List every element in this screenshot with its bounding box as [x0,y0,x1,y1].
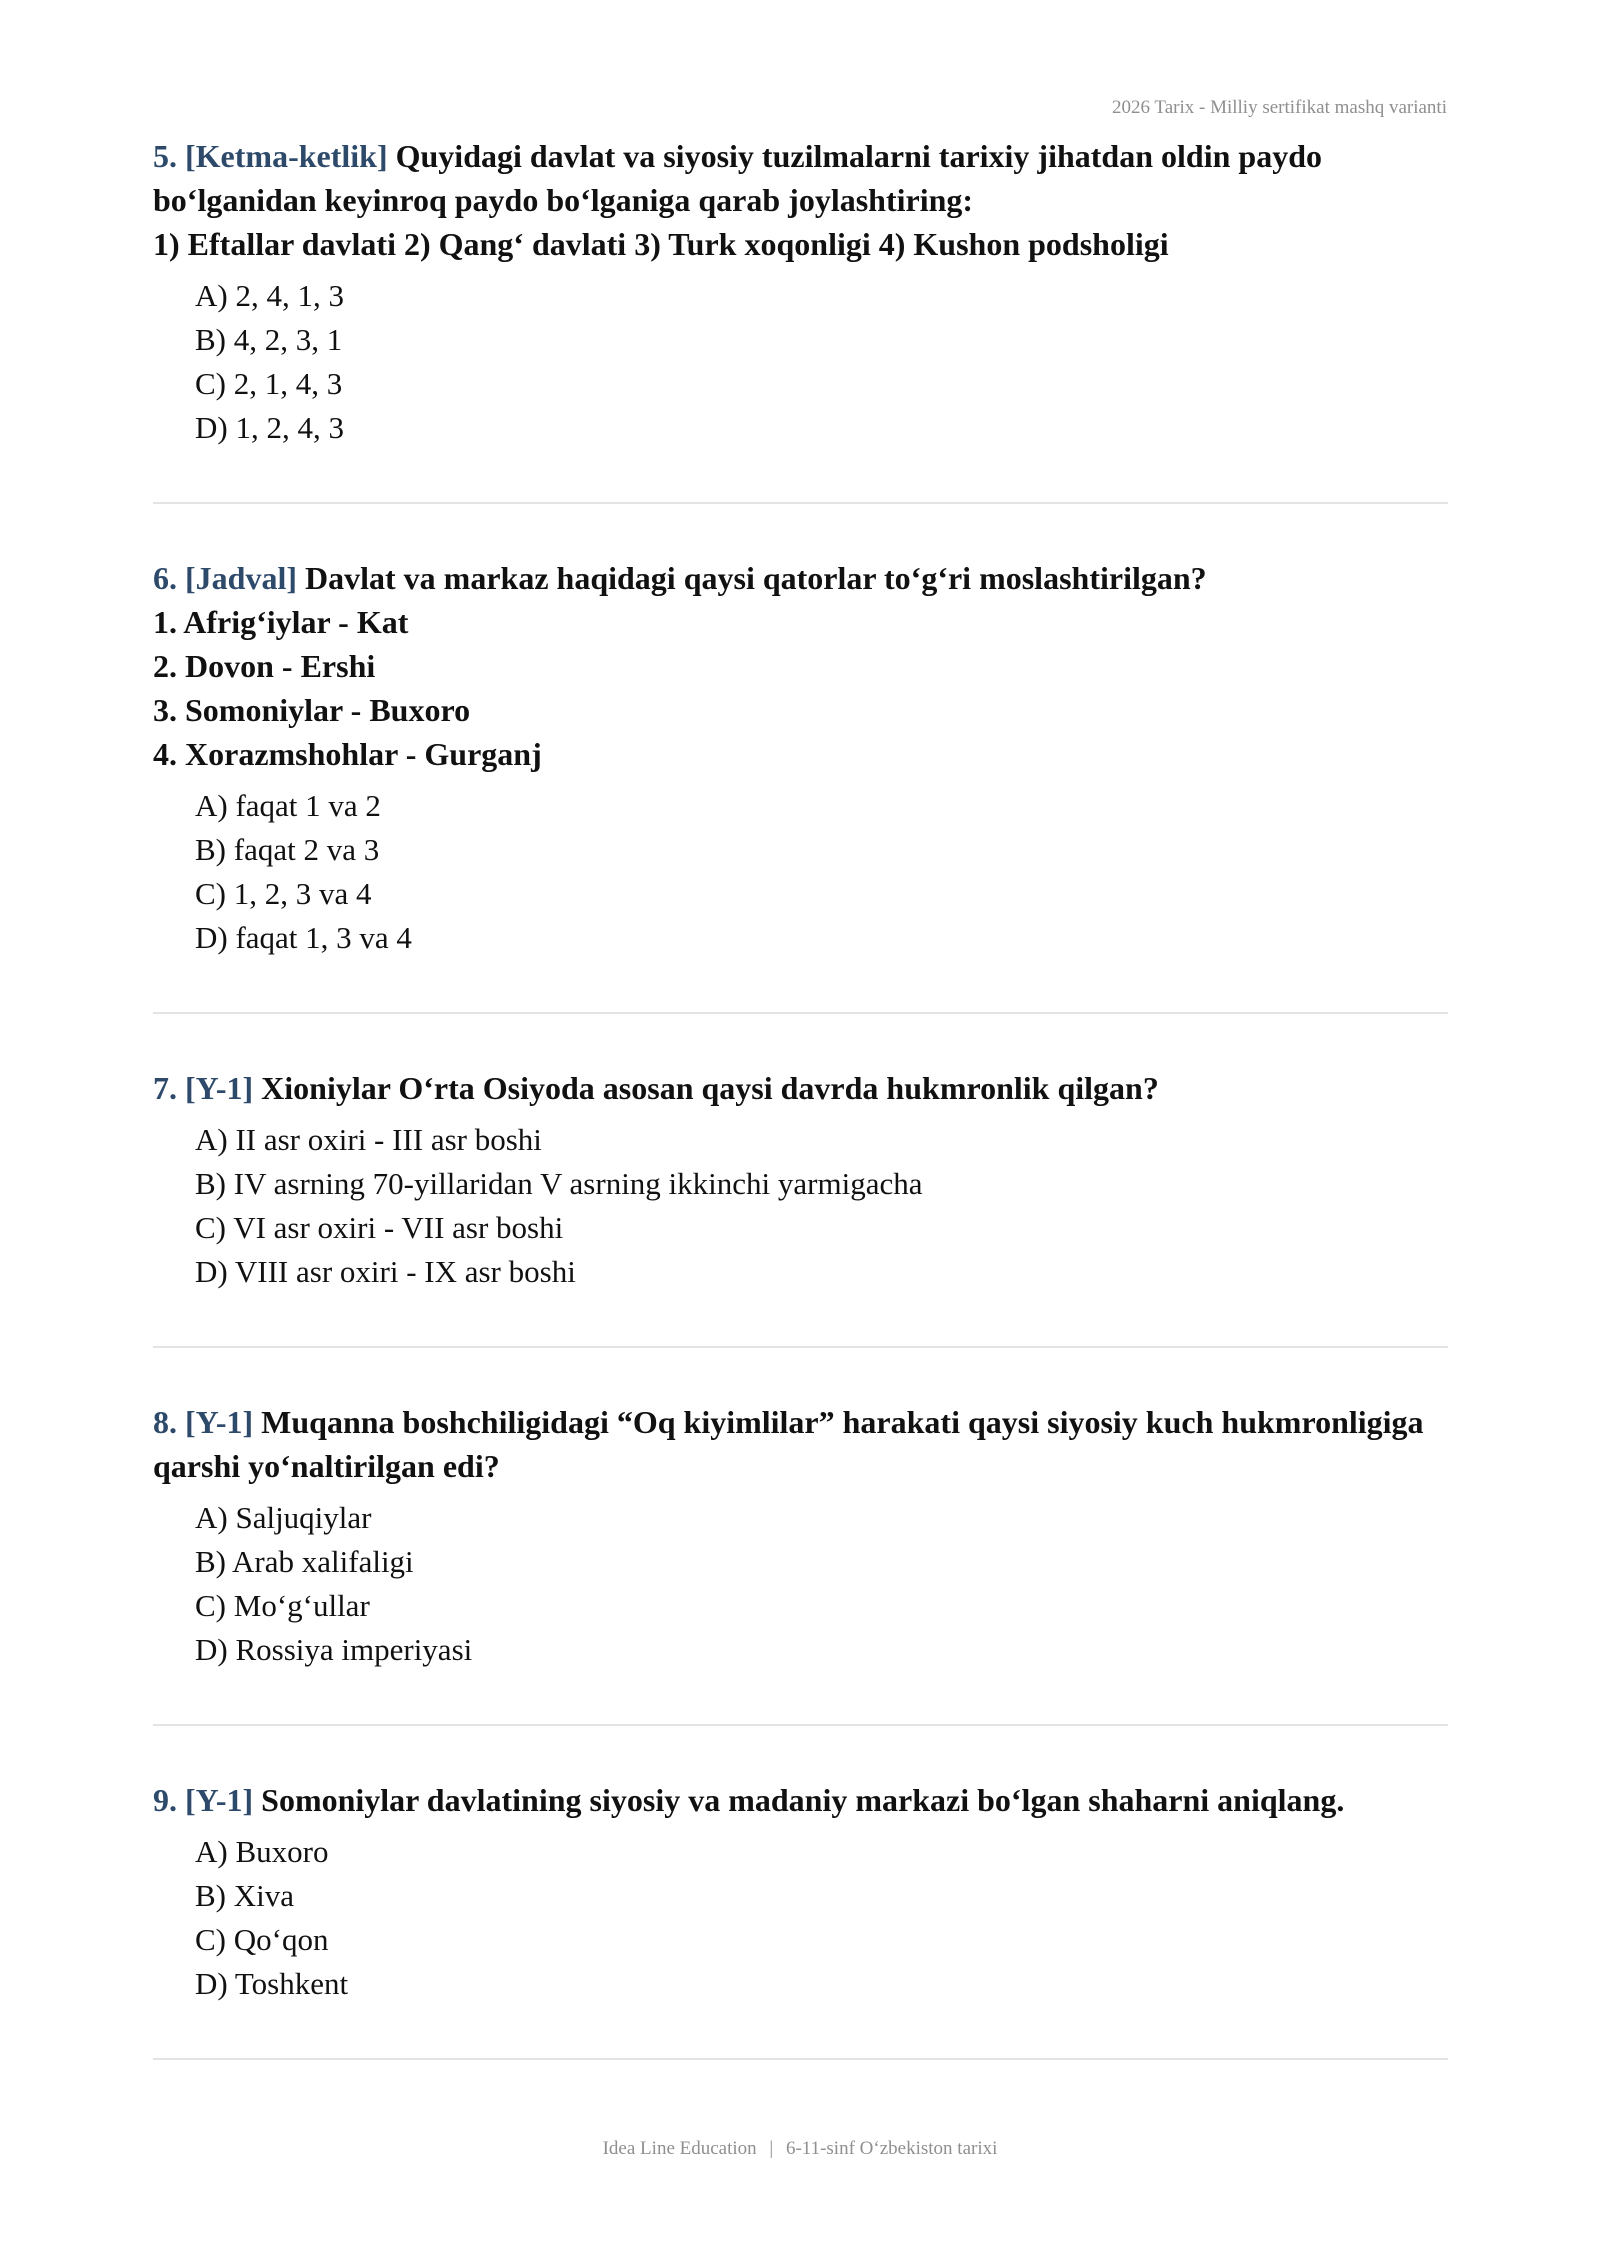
answer-options [153,784,1448,960]
answer-options [153,1830,1448,2006]
answer-options [153,274,1448,450]
question-text: Davlat va markaz haqidagi qaysi qatorlar to‘g‘ri moslashtirilgan? [305,560,1207,596]
question-extra-line: 4. Xorazmshohlar - Gurganj [153,736,542,772]
answer-option-c[interactable]: C) 2, 1, 4, 3 [195,366,343,401]
question-number: 8. [153,1404,177,1440]
question-extra-line: 3. Somoniylar - Buxoro [153,692,471,728]
answer-option-b[interactable]: B) faqat 2 va 3 [195,832,380,867]
question-tag: [Y-1] [185,1404,254,1440]
running-footer [0,2138,1600,2160]
question-extra-line: 2. Dovon - Ershi [153,648,376,684]
answer-option-a[interactable]: A) faqat 1 va 2 [195,788,381,823]
answer-option-d[interactable]: D) 1, 2, 4, 3 [195,410,344,445]
question-number: 9. [153,1782,177,1818]
question-text: Xioniylar O‘rta Osiyoda asosan qaysi davrda hukmronlik qilgan? [261,1070,1159,1106]
answer-option-b[interactable]: B) Arab xalifaligi [195,1544,414,1579]
answer-option-c[interactable]: C) 1, 2, 3 va 4 [195,876,372,911]
question-stem [153,556,1448,776]
question-tag: [Y-1] [185,1070,254,1106]
question-8 [153,1400,1448,1726]
answer-options [153,1118,1448,1294]
answer-option-a[interactable]: A) 2, 4, 1, 3 [195,278,344,313]
answer-option-b[interactable]: B) 4, 2, 3, 1 [195,322,343,357]
question-text: Somoniylar davlatining siyosiy va madaniy markazi bo‘lgan shaharni aniqlang. [261,1782,1345,1818]
footer-subject: 6-11-sinf O‘zbekiston tarixi [785,2138,998,2159]
question-extra-line: 1) Eftallar davlati 2) Qang‘ davlati 3) Turk xoqonligi 4) Kushon podsholigi [153,226,1169,262]
question-stem [153,1400,1448,1488]
running-header: 2026 Tarix - Milliy sertifikat mashq varianti [1112,97,1447,118]
question-9 [153,1778,1448,2060]
question-stem [153,1066,1448,1110]
answer-option-c[interactable]: C) VI asr oxiri - VII asr boshi [195,1210,564,1245]
question-tag: [Y-1] [185,1782,254,1818]
question-number: 5. [153,138,177,174]
question-number: 6. [153,560,177,596]
question-7 [153,1066,1448,1348]
answer-option-b[interactable]: B) Xiva [195,1878,295,1913]
question-extra-line: 1. Afrig‘iylar - Kat [153,604,409,640]
question-tag: [Ketma-ketlik] [185,138,388,174]
answer-option-c[interactable]: C) Qo‘qon [195,1922,329,1957]
question-tag: [Jadval] [185,560,297,596]
question-6 [153,556,1448,1014]
answer-option-a[interactable]: A) Buxoro [195,1834,329,1869]
footer-publisher: Idea Line Education [602,2138,757,2159]
answer-option-d[interactable]: D) Rossiya imperiyasi [195,1632,473,1667]
answer-options [153,1496,1448,1672]
answer-option-b[interactable]: B) IV asrning 70-yillaridan V asrning ikkinchi yarmigacha [195,1166,923,1201]
answer-option-a[interactable]: A) Saljuqiylar [195,1500,372,1535]
question-stem [153,1778,1448,1822]
question-5 [153,134,1448,504]
question-number: 7. [153,1070,177,1106]
answer-option-d[interactable]: D) VIII asr oxiri - IX asr boshi [195,1254,576,1289]
answer-option-d[interactable]: D) faqat 1, 3 va 4 [195,920,412,955]
answer-option-a[interactable]: A) II asr oxiri - III asr boshi [195,1122,542,1157]
answer-option-d[interactable]: D) Toshkent [195,1966,349,2001]
question-text: Muqanna boshchiligidagi “Oq kiyimlilar” harakati qaysi siyosiy kuch hukmronligiga qarshi yo‘naltirilgan edi? [153,1404,1424,1484]
questions-list [153,134,1448,2112]
question-text: Quyidagi davlat va siyosiy tuzilmalarni tarixiy jihatdan oldin paydo bo‘lganidan keyinroq paydo bo‘lganiga qarab joylashtiring: [153,138,1322,218]
answer-option-c[interactable]: C) Mo‘g‘ullar [195,1588,370,1623]
footer-separator: | [769,2138,774,2159]
question-stem [153,134,1448,266]
